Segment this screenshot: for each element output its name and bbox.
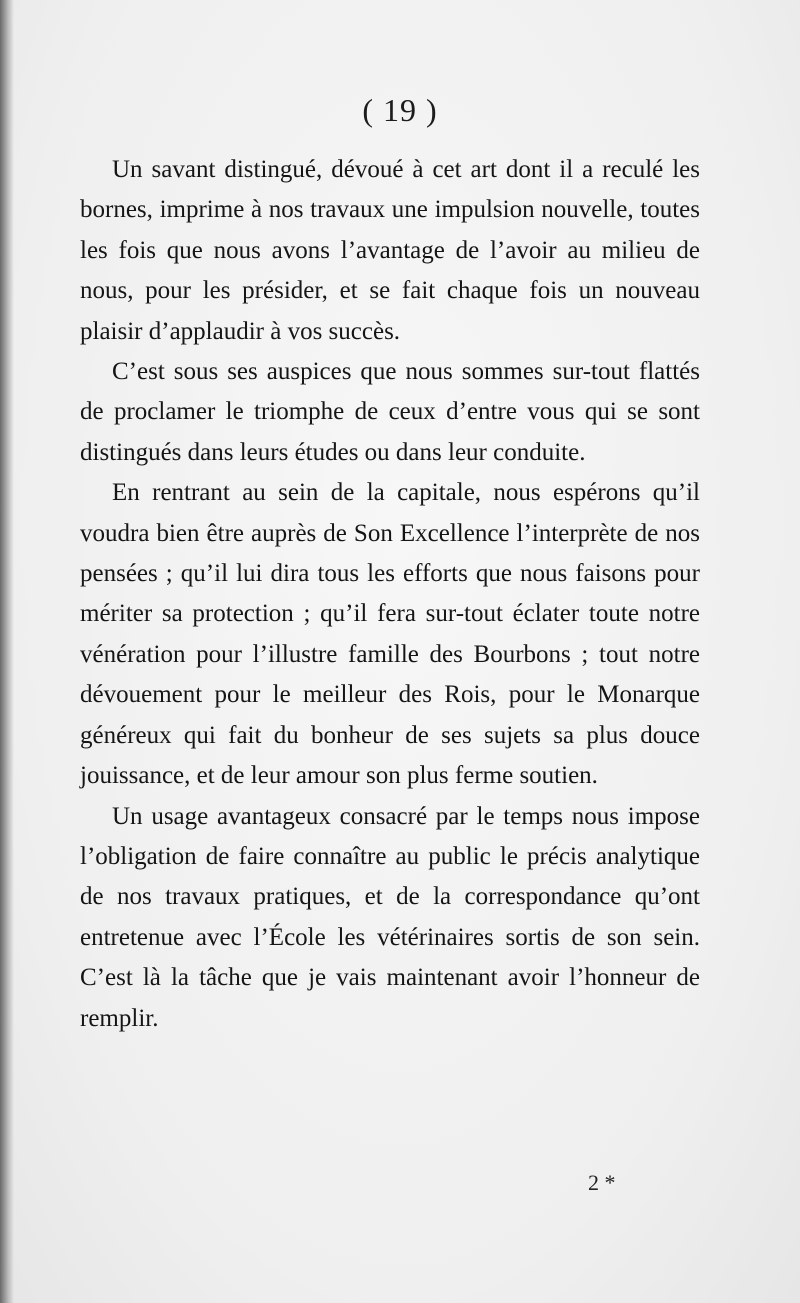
paragraph-4: Un usage avantageux consacré par le temps nous impose l’obligation de faire connaître au public le précis analytique de nos travaux pratiques, et de la correspondance qu’ont entretenue avec l’École les vétérinaires sortis de son sein. C’est là la tâche que je vais maintenant avoir l’honneur de remplir. [80,802,700,1032]
page-binding-shadow [0,0,14,1303]
printer-signature-mark: 2 * [588,1170,616,1195]
body-text [80,150,700,1039]
paragraph-1: Un savant distingué, dévoué à cet art dont il a reculé les bornes, imprime à nos travaux une impulsion nouvelle, toutes les fois que nous avons l’avantage de l’avoir au milieu de nous, pour les présider, et se fait chaque fois un nouveau plaisir d’applaudir à vos succès. [80,156,700,345]
page-number: ( 19 ) [362,92,438,128]
paragraph-2: C’est sous ses auspices que nous sommes sur-tout flattés de proclamer le triomphe de ceux d’entre vous qui se sont distingués dans leurs études ou dans leur conduite. [80,358,700,466]
paragraph-3: En rentrant au sein de la capitale, nous espérons qu’il voudra bien être auprès de Son Excellence l’interprète de nos pensées ; qu’il lui dira tous les efforts que nous faisons pour mériter sa protection ; qu’il fera sur-tout éclater toute notre vénération pour l’illustre famille des Bourbons ; tout notre dévouement pour le meilleur des Rois, pour le Monarque généreux qui fait du bonheur de ses sujets sa plus douce jouissance, et de leur amour son plus ferme soutien. [80,479,700,790]
